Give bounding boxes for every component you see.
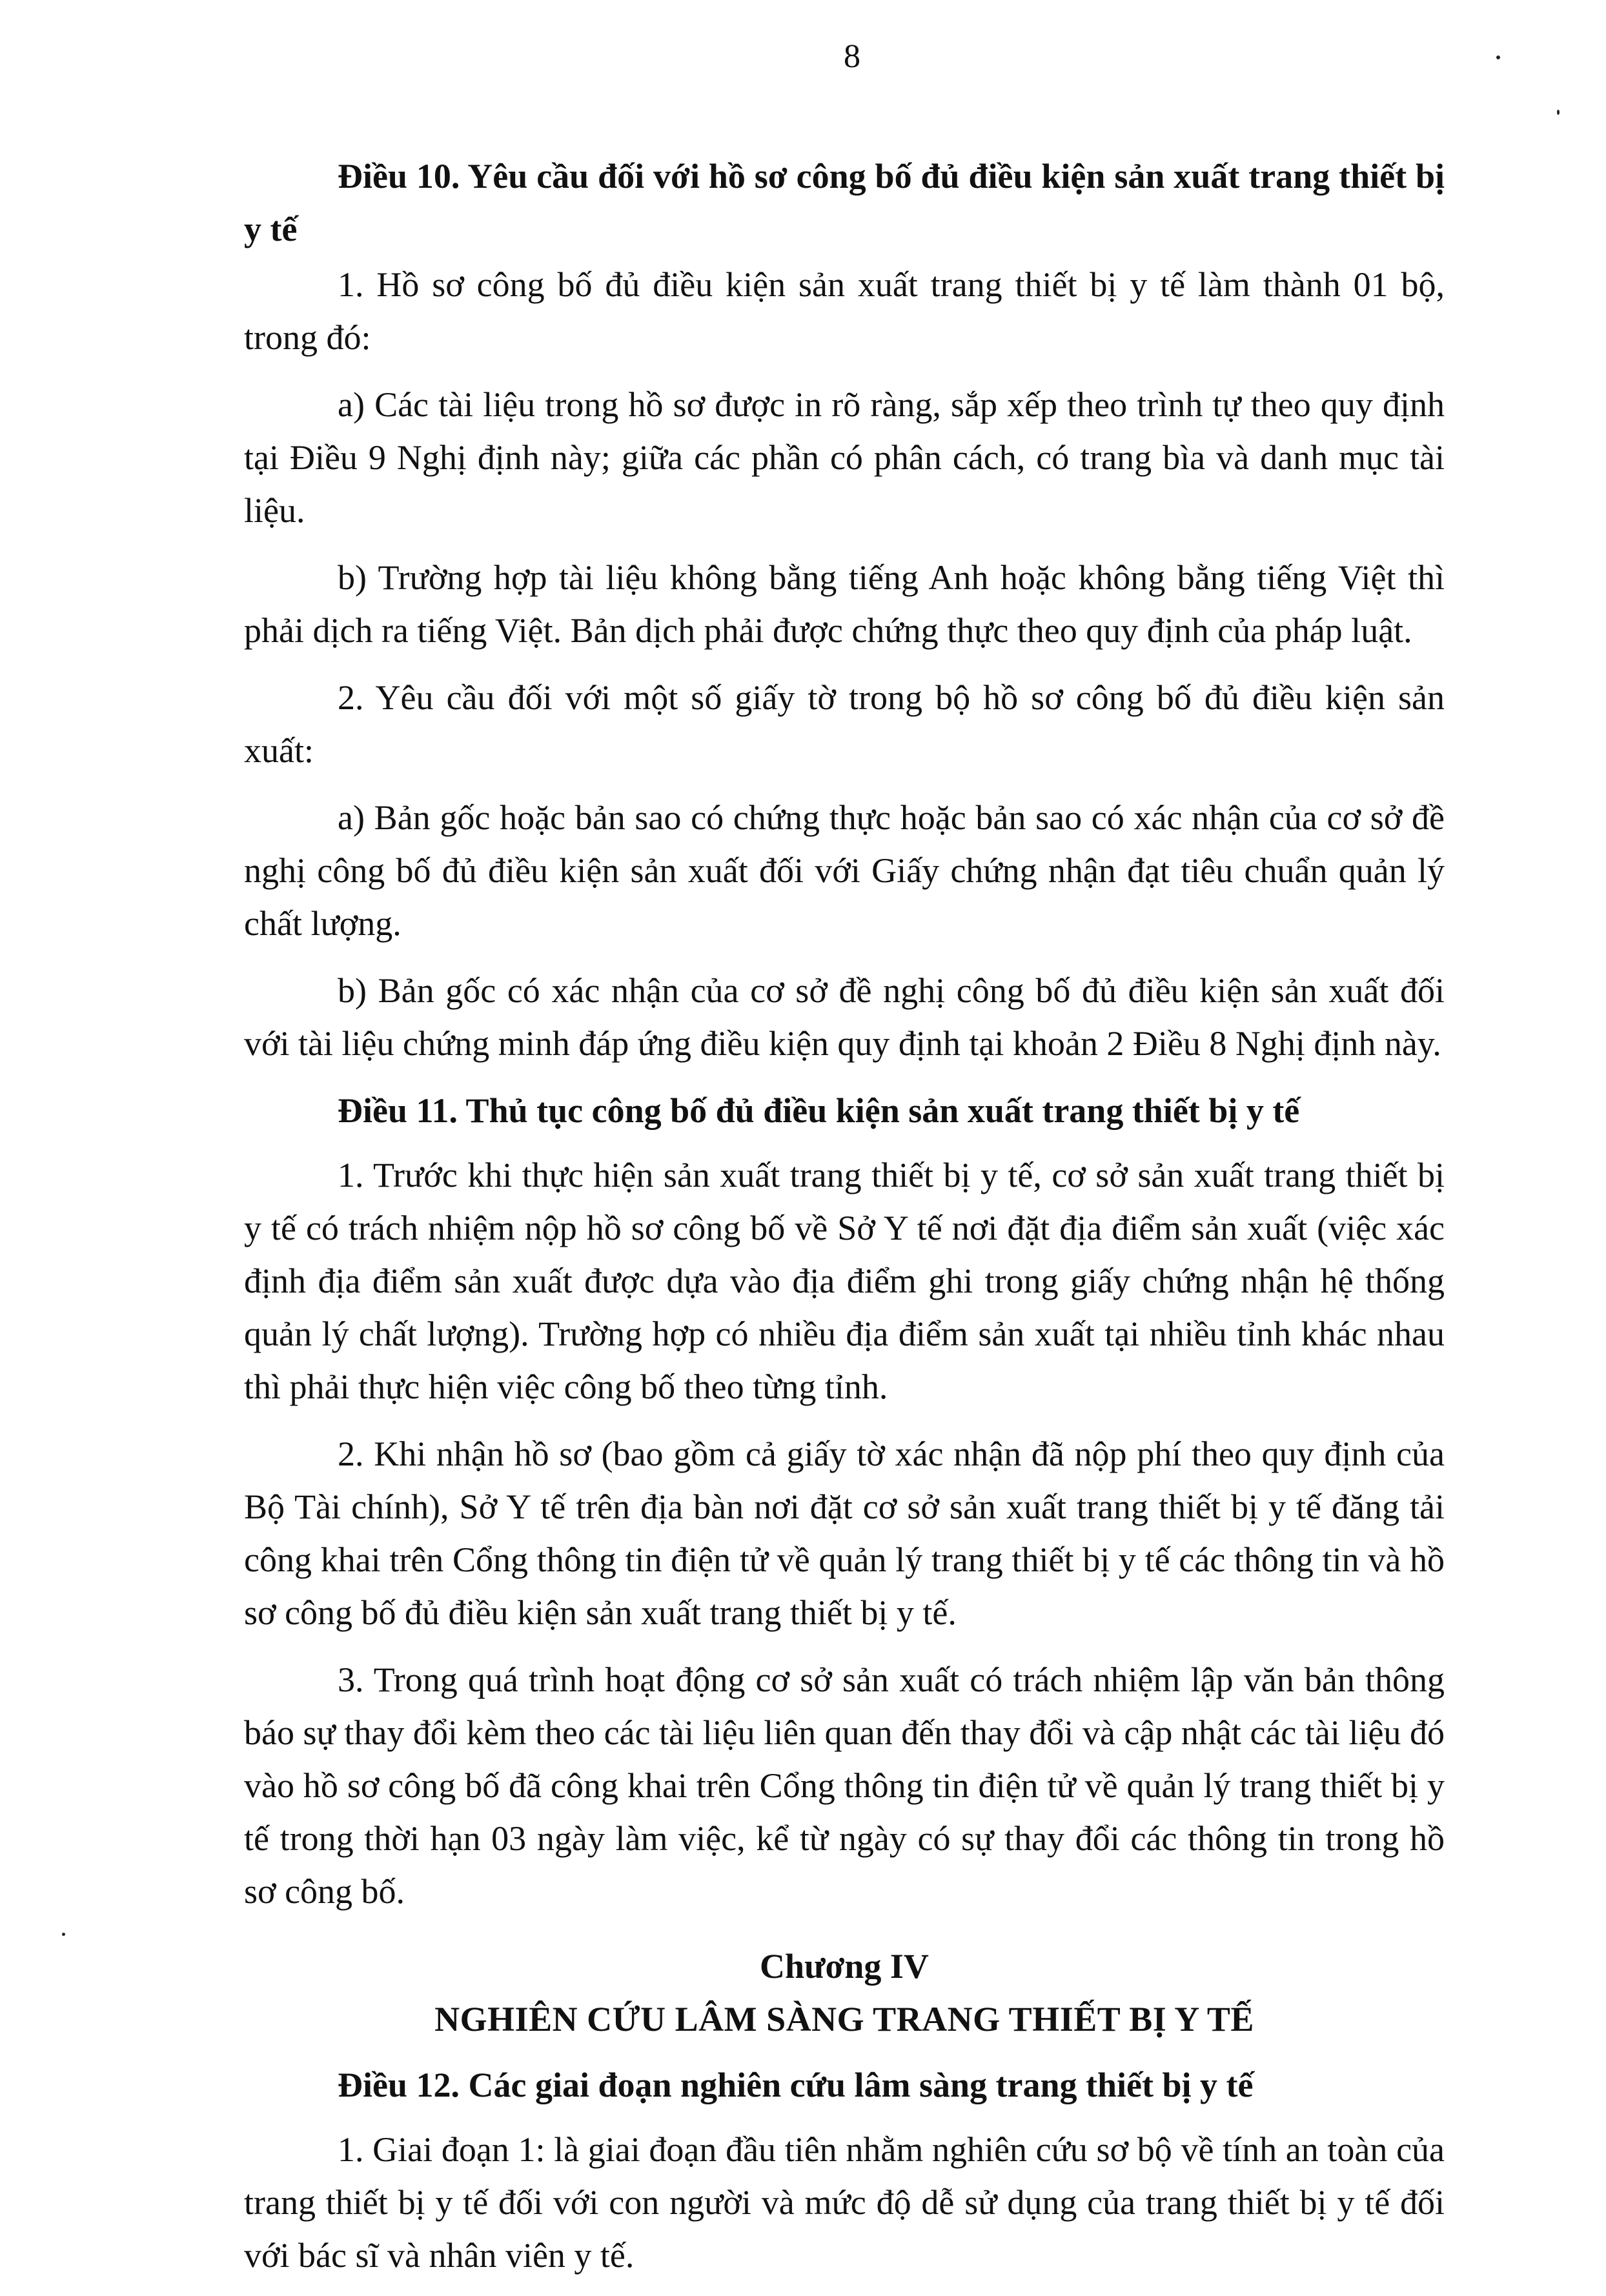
document-body xyxy=(244,150,1445,2296)
scan-speck xyxy=(62,1933,65,1936)
article-12-heading: Điều 12. Các giai đoạn nghiên cứu lâm sàng trang thiết bị y tế xyxy=(338,2066,1254,2104)
chapter-heading xyxy=(244,1940,1445,2046)
page-number: 8 xyxy=(844,38,860,75)
article-12-clause-1: 1. Giai đoạn 1: là giai đoạn đầu tiên nhằm nghiên cứu sơ bộ về tính an toàn của trang thiết bị y tế đối với con người và mức độ dễ sử dụng của trang thiết bị y tế đối với bác sĩ và nhân viên y tế. xyxy=(244,2130,1445,2275)
scan-speck xyxy=(1496,55,1500,59)
chapter-title: NGHIÊN CỨU LÂM SÀNG TRANG THIẾT BỊ Y TẾ xyxy=(434,2000,1254,2039)
article-11 xyxy=(244,1084,1445,1918)
article-10 xyxy=(244,150,1445,1070)
article-11-heading: Điều 11. Thủ tục công bố đủ điều kiện sản xuất trang thiết bị y tế xyxy=(338,1091,1300,1130)
article-10-clause-2b: b) Bản gốc có xác nhận của cơ sở đề nghị công bố đủ điều kiện sản xuất đối với tài liệu chứng minh đáp ứng điều kiện quy định tại khoản 2 Điều 8 Nghị định này. xyxy=(244,971,1445,1063)
article-10-clause-2a: a) Bản gốc hoặc bản sao có chứng thực hoặc bản sao có xác nhận của cơ sở đề nghị công bố đủ điều kiện sản xuất đối với Giấy chứng nhận đạt tiêu chuẩn quản lý chất lượng. xyxy=(244,798,1445,943)
article-10-clause-2: 2. Yêu cầu đối với một số giấy tờ trong bộ hồ sơ công bố đủ điều kiện sản xuất: xyxy=(244,678,1445,770)
article-12 xyxy=(244,2059,1445,2282)
chapter-label: Chương IV xyxy=(760,1947,929,1986)
article-10-clause-1a: a) Các tài liệu trong hồ sơ được in rõ ràng, sắp xếp theo trình tự theo quy định tại Điều 9 Nghị định này; giữa các phần có phân cách, có trang bìa và danh mục tài liệu. xyxy=(244,385,1445,530)
article-11-clause-2: 2. Khi nhận hồ sơ (bao gồm cả giấy tờ xác nhận đã nộp phí theo quy định của Bộ Tài chính), Sở Y tế trên địa bàn nơi đặt cơ sở sản xuất trang thiết bị y tế đăng tải công khai trên Cổng thông tin điện tử về quản lý trang thiết bị y tế các thông tin và hồ sơ công bố đủ điều kiện sản xuất trang thiết bị y tế. xyxy=(244,1435,1445,1632)
article-11-clause-1: 1. Trước khi thực hiện sản xuất trang thiết bị y tế, cơ sở sản xuất trang thiết bị y tế có trách nhiệm nộp hồ sơ công bố về Sở Y tế nơi đặt địa điểm sản xuất (việc xác định địa điểm sản xuất được dựa vào địa điểm ghi trong giấy chứng nhận hệ thống quản lý chất lượng). Trường hợp có nhiều địa điểm sản xuất tại nhiều tỉnh khác nhau thì phải thực hiện việc công bố theo từng tỉnh. xyxy=(244,1156,1445,1406)
article-11-clause-3: 3. Trong quá trình hoạt động cơ sở sản xuất có trách nhiệm lập văn bản thông báo sự thay đổi kèm theo các tài liệu liên quan đến thay đổi và cập nhật các tài liệu đó vào hồ sơ công bố đã công khai trên Cổng thông tin điện tử về quản lý trang thiết bị y tế trong thời hạn 03 ngày làm việc, kể từ ngày có sự thay đổi các thông tin trong hồ sơ công bố. xyxy=(244,1660,1445,1911)
article-10-heading: Điều 10. Yêu cầu đối với hồ sơ công bố đủ điều kiện sản xuất trang thiết bị y tế xyxy=(244,157,1445,248)
scan-speck xyxy=(1557,110,1560,115)
article-10-clause-1b: b) Trường hợp tài liệu không bằng tiếng Anh hoặc không bằng tiếng Việt thì phải dịch ra tiếng Việt. Bản dịch phải được chứng thực theo quy định của pháp luật. xyxy=(244,558,1445,650)
article-10-clause-1: 1. Hồ sơ công bố đủ điều kiện sản xuất trang thiết bị y tế làm thành 01 bộ, trong đó: xyxy=(244,265,1445,357)
